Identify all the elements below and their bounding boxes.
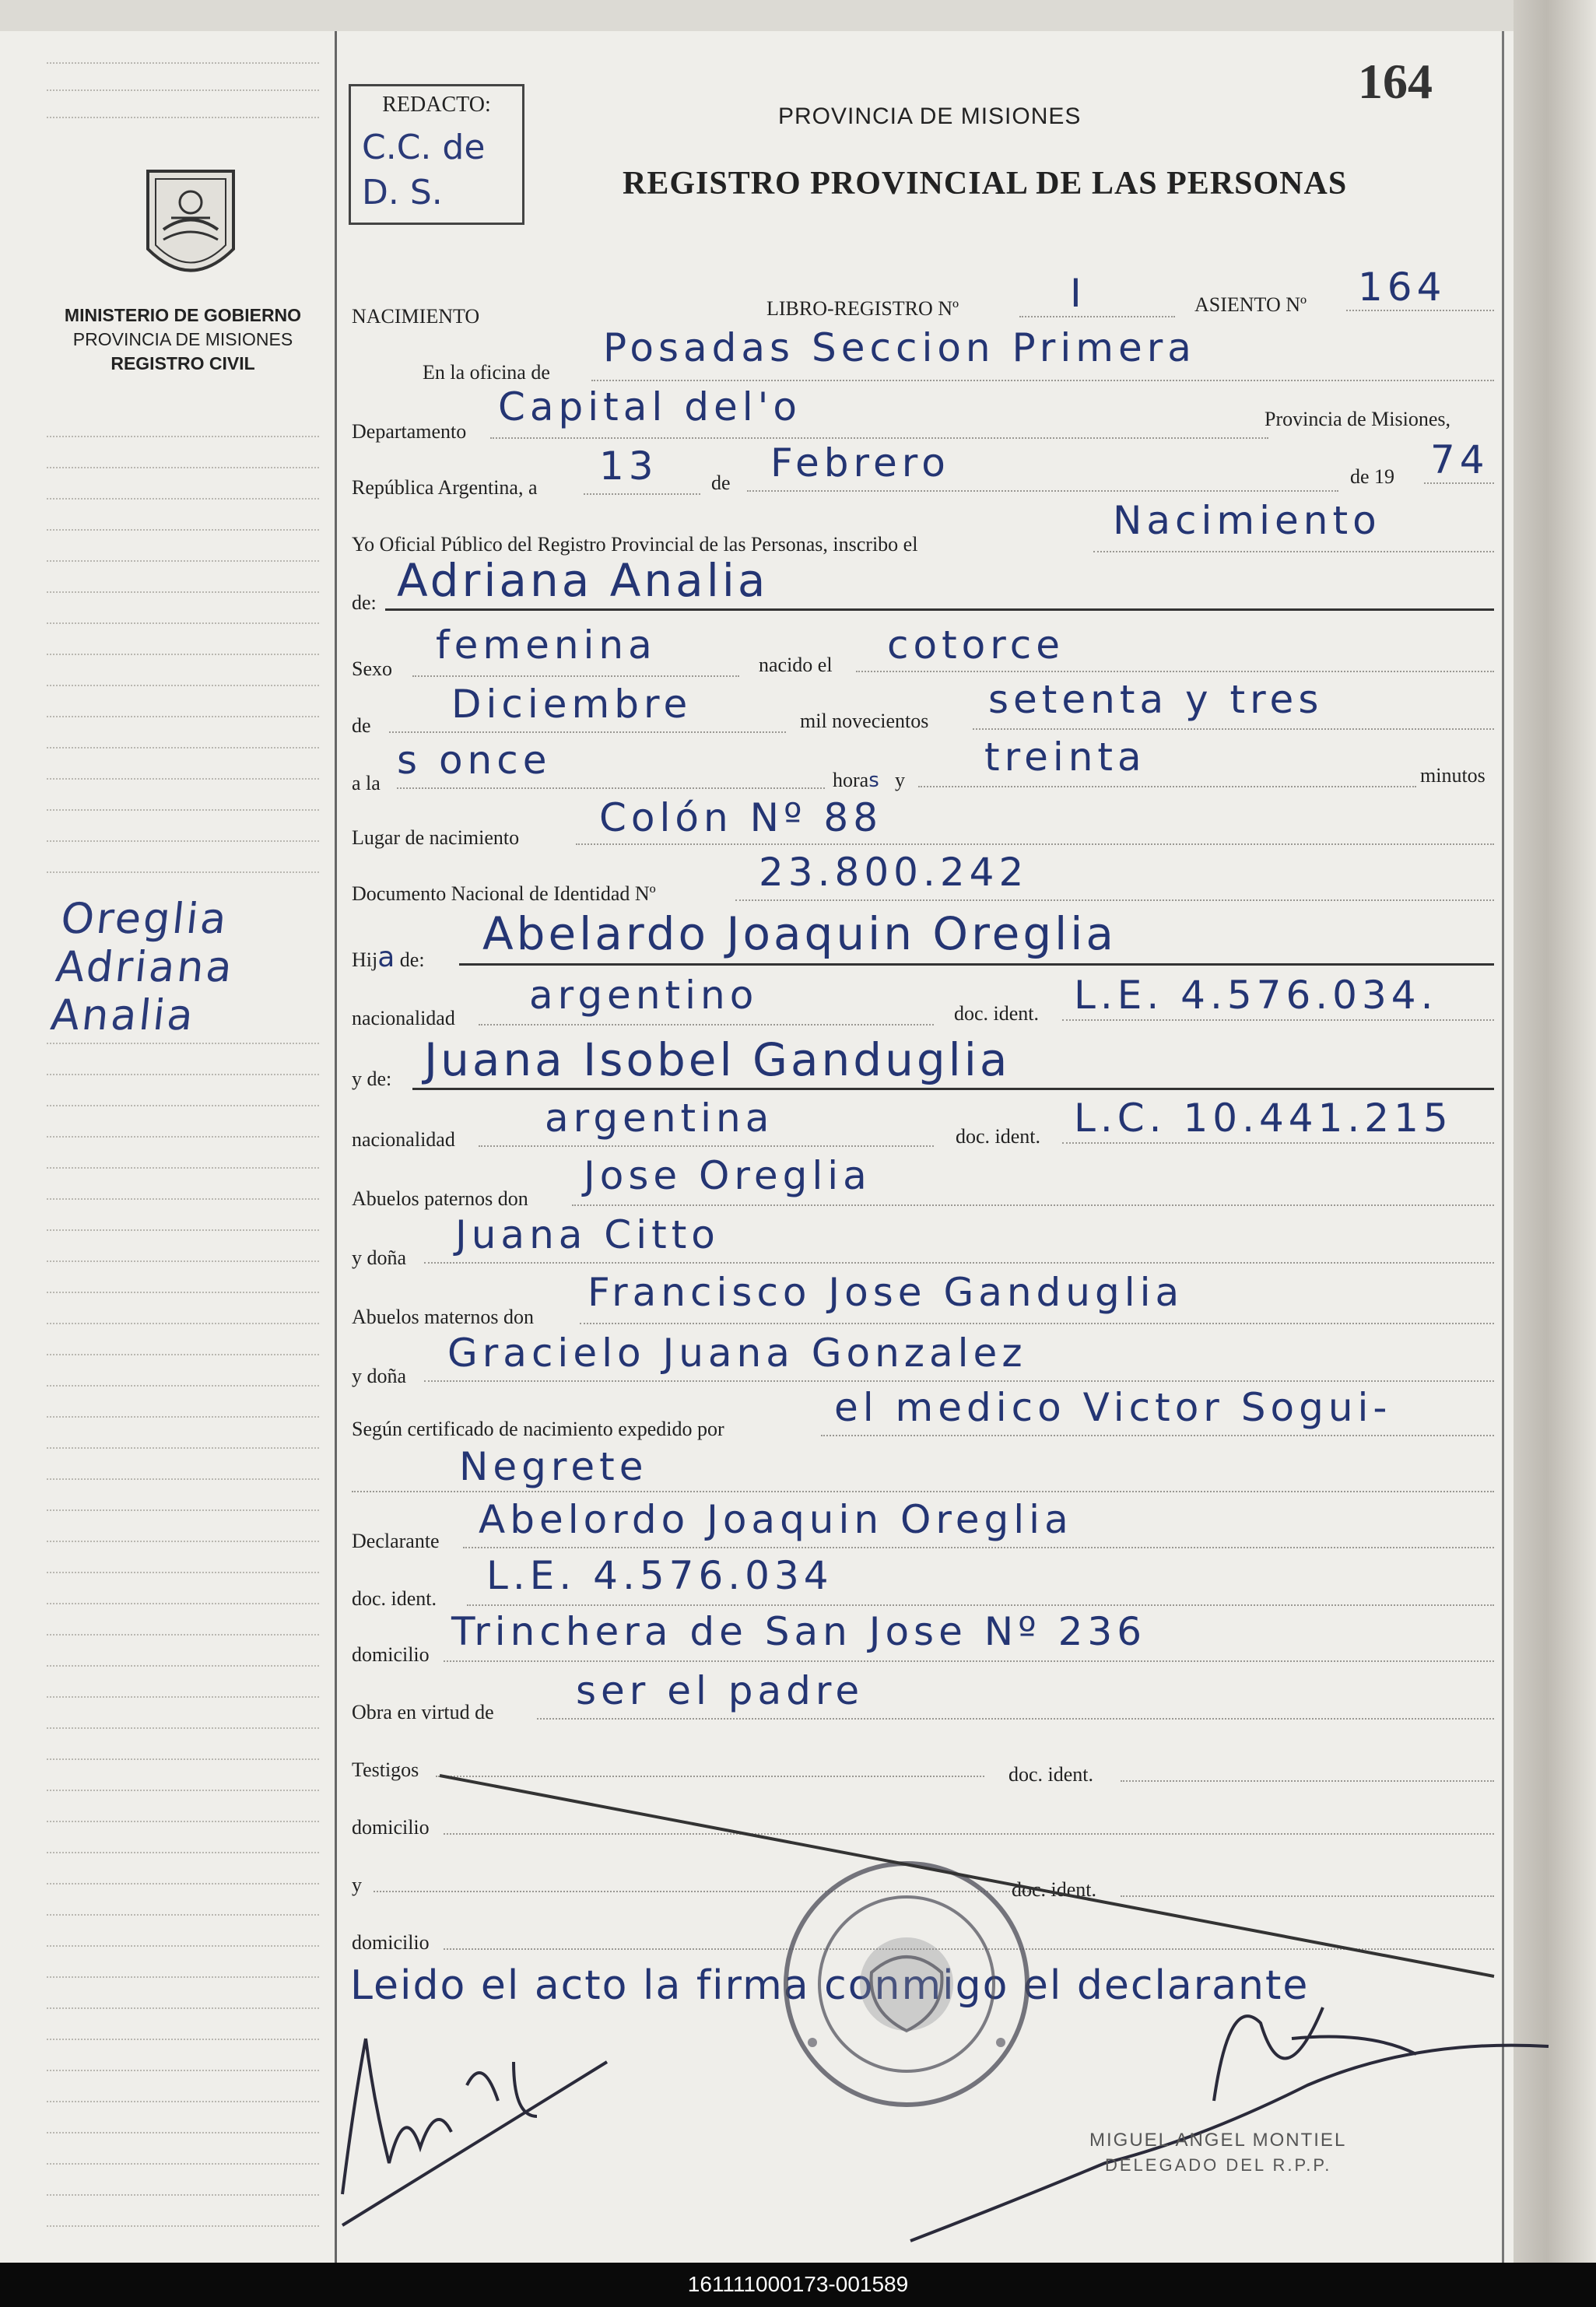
born-year-value: setenta y tres [988,677,1324,722]
certificate-value: el medico Victor Sogui- [834,1385,1392,1430]
witness-strike-line [440,1776,1494,1976]
delegate-name: MIGUEL ANGEL MONTIEL [1089,2130,1347,2151]
margin-second-name: Analia [48,990,198,1040]
maternal-grandfather-value: Francisco Jose Ganduglia [588,1270,1184,1315]
date-de-label: de [711,472,731,494]
dni-value: 23.800.242 [759,850,1029,895]
book-value: I [1070,271,1086,316]
paternal-grandfather-value: Jose Oreglia [584,1153,872,1198]
paternal-grandmother-label: y doña [352,1246,407,1269]
maternal-grandparents-label: Abuelos maternos don [352,1306,534,1328]
witness-address-label: domicilio [352,1816,430,1839]
thousand-label: mil novecientos [800,710,929,732]
officer-text: Yo Oficial Público del Registro Provincial de las Personas, inscribo el [352,533,918,556]
mother-nationality-value: argentina [545,1096,774,1141]
book-label: LIBRO-REGISTRO Nº [766,297,959,320]
maternal-grandmother-label: y doña [352,1365,407,1387]
official-signature [910,2007,1549,2241]
office-value: Posadas Seccion Primera [603,325,1196,370]
birthplace-value: Colón Nº 88 [599,795,883,840]
minutes-value: treinta [984,735,1146,780]
ministry-name: MINISTERIO DE GOBIERNO [64,305,302,325]
name-of-label: de: [352,591,377,614]
republic-label: República Argentina, a [352,476,538,499]
sex-value: femenina [436,622,657,668]
paternal-grandmother-value: Juana Citto [455,1212,720,1257]
hour-value: s once [397,738,552,783]
father-nationality-label: nacionalidad [352,1007,455,1029]
witnesses-label: Testigos [352,1758,419,1781]
margin-first-name: Adriana [53,942,237,991]
declarant-doc-label: doc. ident. [352,1587,437,1610]
child-label-word: Hij [352,948,378,971]
ministry-registry: REGISTRO CIVIL [110,353,255,373]
birthplace-label: Lugar de nacimiento [352,826,520,849]
address-value: Trinchera de San Jose Nº 236 [451,1609,1147,1654]
at-label: a la [352,772,381,794]
born-day-value: cotorce [887,622,1065,668]
witness2-address-label: domicilio [352,1931,430,1954]
acts-value: ser el padre [576,1668,865,1713]
entry-label: ASIENTO Nº [1194,293,1307,316]
declarant-doc-value: L.E. 4.576.034 [486,1553,833,1598]
minutes-label: minutos [1420,764,1486,787]
year-prefix: de 19 [1350,465,1395,488]
department-value: Capital del'o [498,384,802,429]
born-label: nacido el [759,654,833,676]
born-month-label: de [352,714,371,737]
acts-label: Obra en virtud de [352,1701,494,1723]
witness-doc-label: doc. ident. [1008,1763,1094,1786]
mother-value: Juana Isobel Ganduglia [424,1033,1011,1086]
mother-label: y de: [352,1068,392,1090]
certificate-label: Según certificado de nacimiento expedido por [352,1418,724,1440]
and-label: y [895,769,905,791]
document-code: 161111000173-001589 [687,2272,909,2296]
father-doc-label: doc. ident. [954,1002,1040,1025]
delegate-title: DELEGADO DEL R.P.P. [1105,2155,1332,2175]
redacto-value: C.C. de D. S. [362,128,486,212]
province-suffix: Provincia de Misiones, [1265,408,1451,430]
mother-nationality-label: nacionalidad [352,1128,455,1151]
child-suffix: a [377,941,395,973]
child-name: Adriana Analia [397,554,769,607]
child-of-label: de: [399,948,425,971]
witness2-doc-label: doc. ident. [1012,1878,1097,1901]
year-value: 74 [1430,437,1489,482]
born-month-value: Diciembre [451,682,693,727]
paternal-grandparents-label: Abuelos paternos don [352,1187,528,1210]
page-number: 164 [1358,54,1433,109]
registry-title: REGISTRO PROVINCIAL DE LAS PERSONAS [623,166,1348,202]
record-type-label: NACIMIENTO [352,305,480,328]
ministry-province: PROVINCIA DE MISIONES [72,329,293,349]
officer-value: Nacimiento [1113,498,1381,543]
maternal-grandmother-value: Gracielo Juana Gonzalez [447,1331,1027,1376]
department-label: Departamento [352,420,467,443]
margin-surname: Oreglia [58,894,232,943]
entry-value: 164 [1358,265,1447,310]
hours-suffix: s [868,769,879,792]
father-value: Abelardo Joaquin Oreglia [482,907,1117,960]
declarant-value: Abelordo Joaquin Oreglia [479,1497,1073,1542]
closing-statement: Leido el acto la firma conmigo el declarante [350,1962,1310,2009]
month-value: Febrero [770,440,950,486]
declarant-signature [342,2039,607,2225]
father-nationality-value: argentino [529,973,759,1018]
day-value: 13 [599,444,658,489]
province-title: PROVINCIA DE MISIONES [778,103,1082,129]
mother-doc-label: doc. ident. [956,1125,1041,1148]
redacto-label: REDACTO: [382,93,491,117]
dni-label: Documento Nacional de Identidad Nº [352,882,656,905]
mother-doc-value: L.C. 10.441.215 [1074,1096,1453,1141]
sex-label: Sexo [352,657,392,680]
address-label: domicilio [352,1643,430,1666]
certificate-value-2: Negrete [459,1444,648,1489]
office-label: En la oficina de [423,361,550,384]
hours-word: hora [833,769,869,791]
declarant-label: Declarante [352,1530,440,1552]
father-doc-value: L.E. 4.576.034. [1074,973,1438,1018]
witness2-label: y [352,1874,362,1896]
